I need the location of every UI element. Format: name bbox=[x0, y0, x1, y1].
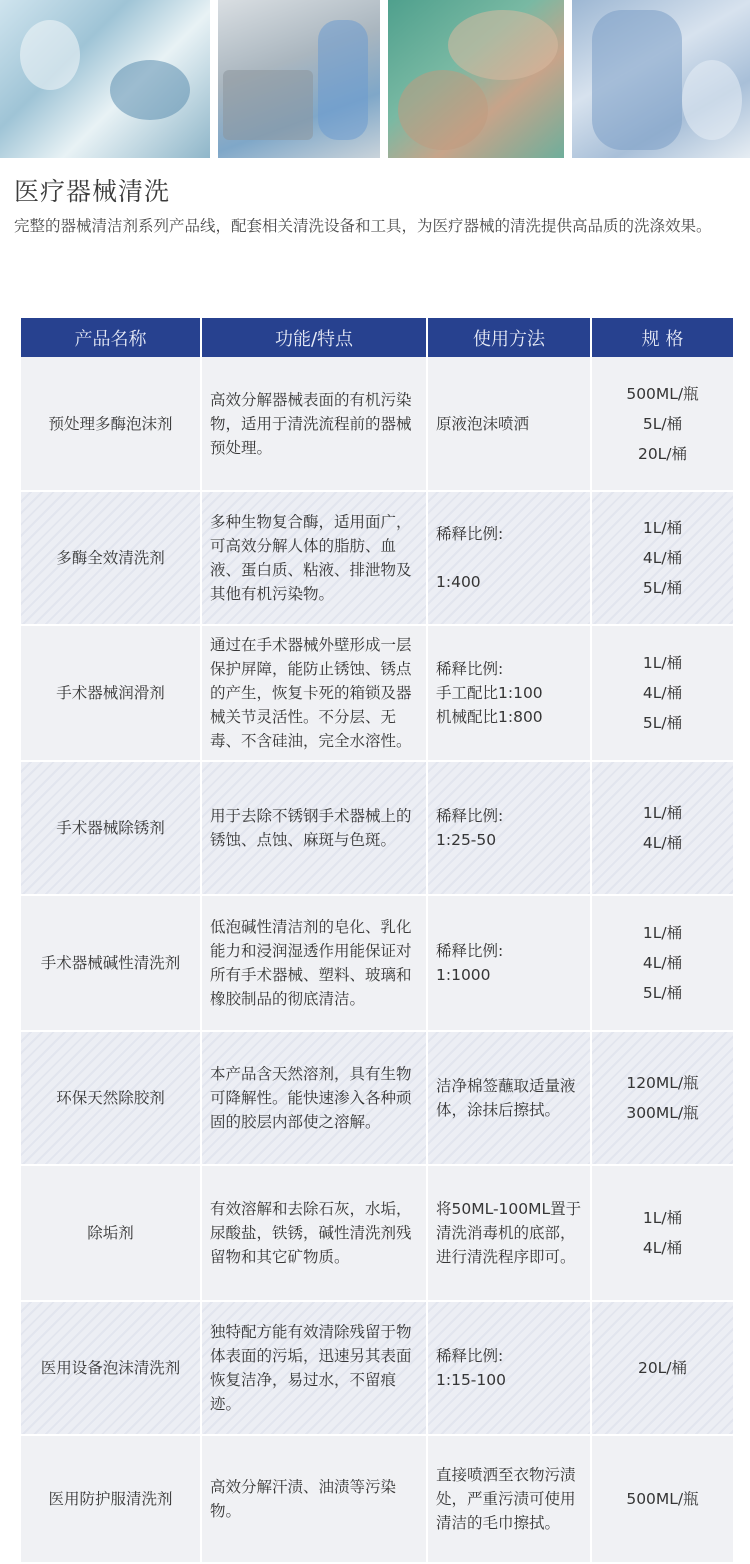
usage-line: 1:400 bbox=[436, 573, 481, 591]
product-table-body bbox=[21, 357, 733, 1563]
usage-line: 洁净棉签蘸取适量液体，涂抹后擦拭。 bbox=[436, 1077, 576, 1119]
spec-line: 20L/桶 bbox=[637, 1359, 688, 1377]
table-row bbox=[21, 1031, 733, 1165]
usage-line: 直接喷洒至衣物污渍处，严重污渍可使用清洁的毛巾擦拭。 bbox=[436, 1466, 576, 1532]
usage-line: 稀释比例: bbox=[436, 660, 504, 678]
spec-line: 4L/桶 bbox=[642, 1239, 683, 1257]
usage-line: 原液泡沫喷洒 bbox=[436, 414, 530, 433]
table-row bbox=[21, 1165, 733, 1301]
usage-cell bbox=[427, 1301, 591, 1435]
feature-cell: 用于去除不锈钢手术器械上的锈蚀、点蚀、麻斑与色斑。 bbox=[201, 761, 427, 895]
page-title: 医疗器械清洗 bbox=[14, 177, 171, 206]
product-name-cell: 多酶全效清洗剂 bbox=[21, 491, 201, 625]
spec-line: 5L/桶 bbox=[642, 714, 683, 732]
spec-cell bbox=[591, 1301, 733, 1435]
spec-line: 120ML/瓶 bbox=[626, 1074, 699, 1092]
spec-cell bbox=[591, 1165, 733, 1301]
spec-cell bbox=[591, 357, 733, 491]
table-row bbox=[21, 1301, 733, 1435]
table-header-row bbox=[21, 318, 733, 357]
spec-cell bbox=[591, 1031, 733, 1165]
spec-line: 4L/桶 bbox=[642, 834, 683, 852]
spec-line: 1L/桶 bbox=[642, 654, 683, 672]
usage-line: 稀释比例: bbox=[436, 1347, 504, 1365]
spec-line: 1L/桶 bbox=[642, 804, 683, 822]
spec-line: 4L/桶 bbox=[642, 549, 683, 567]
product-name-cell: 手术器械除锈剂 bbox=[21, 761, 201, 895]
feature-cell: 多种生物复合酶，适用面广，可高效分解人体的脂肪、血液、蛋白质、粘液、排泄物及其他有机污染物。 bbox=[201, 491, 427, 625]
spec-line: 4L/桶 bbox=[642, 954, 683, 972]
product-name-cell: 手术器械润滑剂 bbox=[21, 625, 201, 761]
usage-line: 稀释比例: bbox=[436, 942, 504, 960]
spec-line: 1L/桶 bbox=[642, 1209, 683, 1227]
usage-line: 1:1000 bbox=[436, 966, 491, 984]
usage-line: 稀释比例: bbox=[436, 807, 504, 825]
spec-line: 5L/桶 bbox=[642, 984, 683, 1002]
product-name-cell: 环保天然除胶剂 bbox=[21, 1031, 201, 1165]
header-feature: 功能/特点 bbox=[201, 318, 427, 357]
table-row bbox=[21, 761, 733, 895]
usage-line: 1:25-50 bbox=[436, 831, 497, 849]
spec-line: 1L/桶 bbox=[642, 519, 683, 537]
usage-cell bbox=[427, 1435, 591, 1563]
spec-cell bbox=[591, 1435, 733, 1563]
usage-line bbox=[436, 546, 582, 570]
usage-cell bbox=[427, 491, 591, 625]
table-row bbox=[21, 491, 733, 625]
usage-cell bbox=[427, 1165, 591, 1301]
spec-line: 500ML/瓶 bbox=[626, 384, 699, 403]
header-product-name: 产品名称 bbox=[21, 318, 201, 357]
feature-cell: 本产品含天然溶剂，具有生物可降解性。能快速渗入各种顽固的胶层内部使之溶解。 bbox=[201, 1031, 427, 1165]
usage-line: 机械配比1:800 bbox=[436, 708, 543, 726]
cleaning-worker-photo bbox=[572, 0, 750, 158]
product-table bbox=[21, 318, 733, 1564]
header-photo-strip bbox=[0, 0, 750, 158]
product-name-cell: 预处理多酶泡沫剂 bbox=[21, 357, 201, 491]
feature-cell: 有效溶解和去除石灰，水垢，尿酸盐，铁锈，碱性清洗剂残留物和其它矿物质。 bbox=[201, 1165, 427, 1301]
spec-cell bbox=[591, 625, 733, 761]
feature-cell: 低泡碱性清洁剂的皂化、乳化能力和浸润湿透作用能保证对所有手术器械、塑料、玻璃和橡胶制品的彻底清洁。 bbox=[201, 895, 427, 1031]
lab-worker-photo bbox=[0, 0, 210, 158]
usage-line: 稀释比例: bbox=[436, 525, 504, 543]
spec-cell bbox=[591, 761, 733, 895]
spec-line: 300ML/瓶 bbox=[626, 1104, 699, 1122]
usage-cell bbox=[427, 761, 591, 895]
page-description: 完整的器械清洁剂系列产品线，配套相关清洗设备和工具，为医疗器械的清洗提供高品质的洗涤效果。 bbox=[14, 217, 712, 235]
usage-line: 将50ML-100ML置于清洗消毒机的底部，进行清洗程序即可。 bbox=[436, 1200, 582, 1266]
sterile-rack-photo bbox=[218, 0, 380, 158]
header-usage: 使用方法 bbox=[427, 318, 591, 357]
product-name-cell: 医用防护服清洗剂 bbox=[21, 1435, 201, 1563]
product-name-cell: 除垢剂 bbox=[21, 1165, 201, 1301]
spec-cell bbox=[591, 491, 733, 625]
table-row bbox=[21, 895, 733, 1031]
usage-cell bbox=[427, 895, 591, 1031]
spec-cell bbox=[591, 895, 733, 1031]
product-name-cell: 手术器械碱性清洗剂 bbox=[21, 895, 201, 1031]
spec-line: 20L/桶 bbox=[637, 444, 688, 463]
table-row bbox=[21, 1435, 733, 1563]
spec-line: 5L/桶 bbox=[642, 414, 683, 433]
spec-line: 4L/桶 bbox=[642, 684, 683, 702]
table-row bbox=[21, 625, 733, 761]
spec-line: 5L/桶 bbox=[642, 579, 683, 597]
usage-line: 手工配比1:100 bbox=[436, 684, 543, 702]
header-spec: 规 格 bbox=[591, 318, 733, 357]
feature-cell: 高效分解汗渍、油渍等污染物。 bbox=[201, 1435, 427, 1563]
usage-line: 1:15-100 bbox=[436, 1371, 506, 1389]
usage-cell bbox=[427, 357, 591, 491]
feature-cell: 通过在手术器械外壁形成一层保护屏障，能防止锈蚀、锈点的产生，恢复卡死的箱锁及器械关节灵活性。不分层、无毒、不含硅油，完全水溶性。 bbox=[201, 625, 427, 761]
instrument-hands-photo bbox=[388, 0, 564, 158]
usage-cell bbox=[427, 625, 591, 761]
table-row bbox=[21, 357, 733, 491]
feature-cell: 独特配方能有效清除残留于物体表面的污垢，迅速另其表面恢复洁净，易过水，不留痕迹。 bbox=[201, 1301, 427, 1435]
product-name-cell: 医用设备泡沫清洗剂 bbox=[21, 1301, 201, 1435]
spec-line: 500ML/瓶 bbox=[626, 1490, 699, 1508]
spec-line: 1L/桶 bbox=[642, 924, 683, 942]
feature-cell: 高效分解器械表面的有机污染物，适用于清洗流程前的器械预处理。 bbox=[201, 357, 427, 491]
usage-cell bbox=[427, 1031, 591, 1165]
